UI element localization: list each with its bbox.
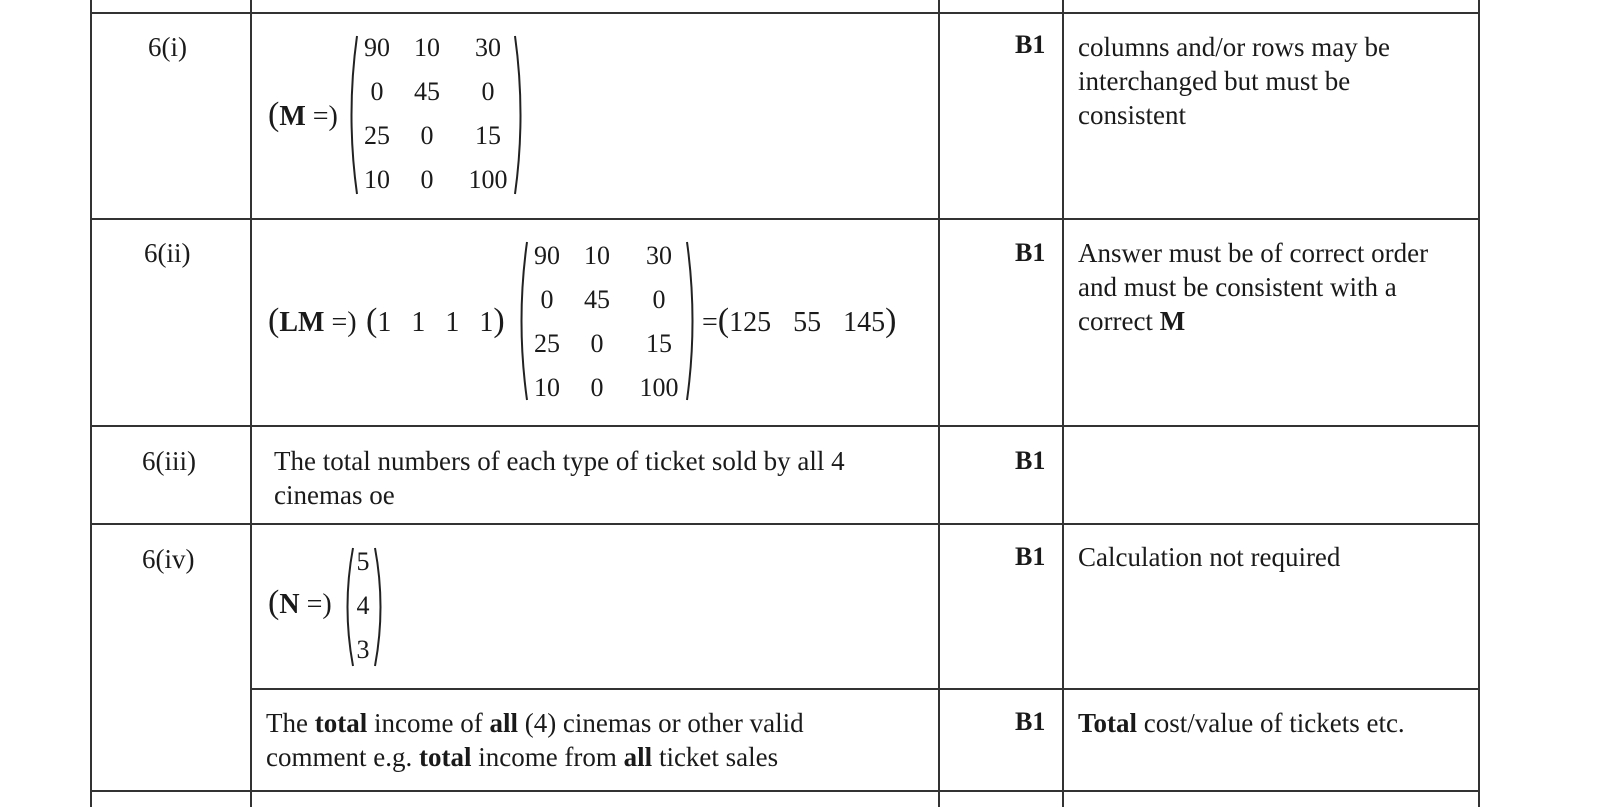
guidance-line: Answer must be of correct order [1078,238,1429,268]
matrix-entry: 15 [646,329,672,358]
matrix-entry: 100 [468,165,508,194]
matrix-entry: 3 [356,635,370,664]
matrix-entry: 15 [475,121,501,150]
open-paren-glyph: ( [717,302,730,339]
mark: B1 [1015,238,1046,267]
text-run: income of [367,708,490,738]
guidance-line: correct M [1078,306,1186,336]
matrix-entry: 25 [534,329,560,358]
answer-line: The total numbers of each type of ticket sold by all 4 [274,446,845,476]
answer-text [274,444,845,512]
answer-line [266,740,804,774]
bold-term: total [418,742,472,772]
table-bottom-border [92,790,1480,792]
matrix-entry: 10 [364,165,390,194]
text-run: income from [471,742,624,772]
guidance: Calculation not required [1078,542,1341,572]
question-number: 6(iii) [142,446,196,476]
vector-label-n: (N =) [268,584,332,621]
close-paren-glyph: ) [493,302,505,339]
guidance-line: consistent [1078,100,1186,130]
row-divider [92,523,1480,525]
row-divider [92,218,1480,220]
matrix-entry: 0 [540,285,554,314]
guidance [1078,30,1390,132]
answer-line: cinemas oe [274,480,395,510]
matrix-entry: 10 [534,373,560,402]
guidance-line: columns and/or rows may be [1078,32,1390,62]
equals-glyph: =) [324,307,357,338]
open-paren-glyph: ( [366,302,378,339]
matrix-entry: 30 [475,33,501,62]
answer-line [266,706,804,740]
matrix-entry: 5 [356,547,370,576]
column-divider [1062,0,1064,807]
guidance: Total cost/value of tickets etc. [1078,708,1405,738]
equals-glyph: = [702,307,718,338]
text-run: The [266,708,315,738]
column-divider [938,0,940,807]
matrix-m [356,26,520,202]
matrix-entry: 90 [534,241,560,270]
matrix-entry: 0 [481,77,495,106]
row-divider [92,425,1480,427]
matrix-bracket-right [512,34,528,196]
matrix-entry: 10 [584,241,610,270]
column-divider [90,0,92,807]
bold-term: total [314,708,368,738]
matrix-bracket-right [684,240,700,402]
matrix-entry: 45 [584,285,610,314]
vector-entry: 1 [479,307,494,338]
vector-bracket-right [372,546,388,668]
matrix-entry: 0 [590,373,604,402]
matrix-label-lm: (LM =) [268,302,357,339]
matrix-entry: 90 [364,33,390,62]
vector-entry: 1 [377,307,392,338]
sub-row-divider [252,688,1480,690]
question-number: 6(iv) [142,544,195,574]
matrix-entry: 4 [356,591,370,620]
result-vector [702,302,896,340]
matrix-entry: 0 [652,285,666,314]
matrix-m-repeat [526,234,692,410]
matrix-entry: 0 [370,77,384,106]
open-paren-glyph: ( [268,584,280,621]
column-divider [250,0,252,807]
text-run: (4) cinemas or other valid [517,708,804,738]
matrix-entry: 45 [414,77,440,106]
vector-entry: 55 [793,307,822,338]
question-number: 6(i) [148,32,187,62]
vector-entry: 145 [843,307,886,338]
matrix-entry: 100 [639,373,679,402]
matrix-entry: 0 [420,121,434,150]
answer-text [266,706,804,774]
guidance [1078,236,1428,338]
vector-entry: 1 [411,307,426,338]
guidance-line: and must be consistent with a [1078,272,1397,302]
matrix-entry: 0 [590,329,604,358]
open-paren-glyph: ( [268,96,280,133]
question-number: 6(ii) [144,238,191,268]
matrix-entry: 30 [646,241,672,270]
mark: B1 [1015,542,1046,571]
matrix-label-m: (M =) [268,96,338,133]
close-paren-glyph: ) [885,302,897,339]
text-run: comment e.g. [266,742,419,772]
bold-term: all [623,742,653,772]
matrix-entry: 25 [364,121,390,150]
equals-glyph: =) [305,101,338,132]
mark: B1 [1015,30,1046,59]
matrix-entry: 10 [414,33,440,62]
vector-entry: 125 [729,307,772,338]
guidance-line: interchanged but must be [1078,66,1351,96]
table-top-border [92,12,1480,14]
equals-glyph: =) [299,589,332,620]
bold-term: all [489,708,518,738]
open-paren-glyph: ( [268,302,280,339]
text-run: ticket sales [652,742,779,772]
mark: B1 [1015,707,1046,736]
column-divider [1478,0,1480,807]
row-vector-l [366,302,505,340]
vector-entry: 1 [445,307,460,338]
mark: B1 [1015,446,1046,475]
matrix-entry: 0 [420,165,434,194]
